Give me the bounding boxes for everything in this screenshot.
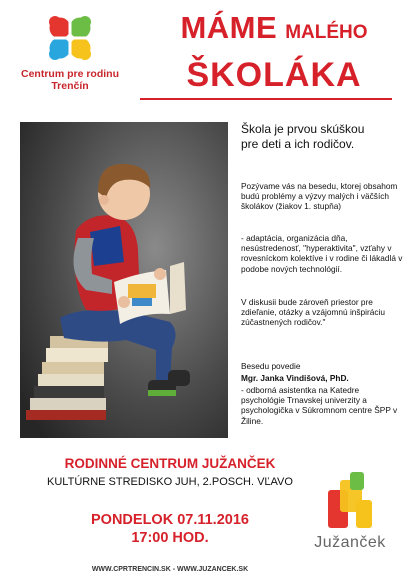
lead-line2: pre deti a ich rodičov. [241,137,355,151]
boy-reading-photo [20,122,228,438]
lead-line1: Škola je prvou skúškou [241,122,365,136]
body-paragraph-invitation: Pozývame vás na besedu, ktorej obsahom budú problémy a výzvy malých i väčších školákov (žiakov 1. stupňa) [241,181,398,212]
body-paragraph-discussion: V diskusii bude zároveň priestor pre zdieľanie, otázky a vzájomnú inšpiráciu zúčastnených rodičov." [241,297,386,328]
title-word-mame: MÁME [180,10,278,45]
event-time: 17:00 HOD. [131,530,209,546]
event-date: PONDELOK 07.11.2016 [91,512,249,528]
org-name [8,68,132,92]
title-divider [140,98,392,100]
org-name-line2: Trenčín [51,80,89,92]
speaker-description: - odborná asistentka na Katedre psychológie Trnavskej univerzity a psychologička v Súkromnom centre ŠPP v Žiline. [241,385,398,426]
venue-name: RODINNÉ CENTRUM JUŽANČEK [64,456,276,471]
lead-text [241,122,401,152]
venue-address: KULTÚRNE STREDISKO JUH, 2.POSCH. VĽAVO [47,476,293,488]
org-name-line1: Centrum pre rodinu [20,68,119,80]
body-paragraph-topics: - adaptácia, organizácia dňa, nesústredenosť, "hyperaktivita", vzťahy v rovesníckom kolektíve i v rodine či lákadlá v podobe nových technológií. [241,233,403,274]
partner-name: Južanček [314,534,386,551]
footer-links[interactable]: WWW.CPRTRENCIN.SK - WWW.JUZANCEK.SK [91,566,249,573]
title-line1 [140,10,408,46]
speaker-intro: Besedu povedie [241,361,301,371]
title-word-skolaka: ŠKOLÁKA [186,56,362,94]
speaker-name: Mgr. Janka Vindišová, PhD. [241,373,349,383]
juzancek-logo-icon [316,470,380,530]
title-word-maleho: MALÉHO [285,22,368,43]
clover-logo-icon [44,12,96,64]
